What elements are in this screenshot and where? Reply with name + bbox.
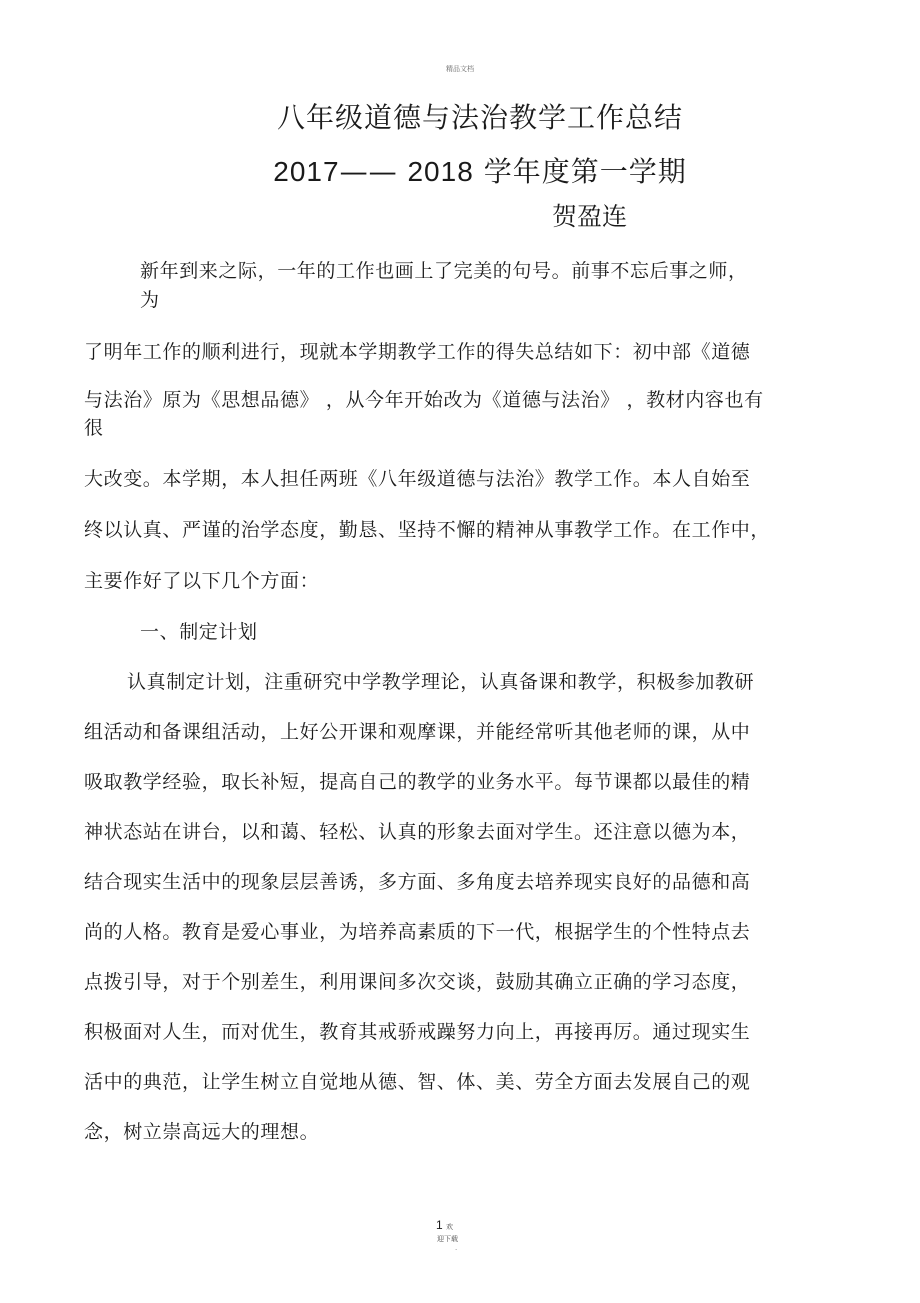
- text-line: 尚的人格。教育是爱心事业，为培养高素质的下一代，根据学生的个性特点去: [84, 921, 751, 943]
- footer-text: 欢: [446, 1223, 453, 1231]
- header-watermark: 精品文档: [446, 65, 474, 73]
- page-number: 1: [436, 1218, 443, 1232]
- footer-dot: .: [455, 1244, 458, 1252]
- text-line: 组活动和备课组活动，上好公开课和观摩课，并能经常听其他老师的课，从中: [84, 721, 751, 743]
- document-title: 八年级道德与法治教学工作总结: [276, 101, 683, 134]
- text-line: 认真制定计划，注重研究中学教学理论，认真备课和教学，积极参加教研: [127, 671, 755, 693]
- text-line: 结合现实生活中的现象层层善诱，多方面、多角度去培养现实良好的品德和高: [84, 871, 751, 893]
- text-line: 大改变。本学期，本人担任两班《八年级道德与法治》教学工作。本人自始至: [84, 468, 751, 490]
- text-line: 与法治》原为《思想品德》 ，从今年开始改为《道德与法治》 ，教材内容也有: [84, 389, 764, 411]
- text-line: 为: [140, 289, 160, 311]
- year-start: 2017: [273, 156, 340, 187]
- text-line: 新年到来之际，一年的工作也画上了完美的句号。前事不忘后事之师，: [140, 260, 748, 282]
- text-line: 了明年工作的顺利进行，现就本学期教学工作的得失总结如下：初中部《道德: [84, 341, 751, 363]
- document-subtitle: [0, 150, 920, 190]
- author-name: 贺盈连: [552, 202, 628, 231]
- text-line: 积极面对人生，而对优生，教育其戒骄戒躁努力向上，再接再厉。通过现实生: [84, 1021, 751, 1043]
- year-dash: ——: [339, 155, 398, 188]
- footer-text: 迎下载: [437, 1235, 458, 1243]
- text-line: 吸取教学经验，取长补短，提高自己的教学的业务水平。每节课都以最佳的精: [84, 771, 751, 793]
- text-line: 神状态站在讲台，以和蔼、轻松、认真的形象去面对学生。还注意以德为本，: [84, 821, 751, 843]
- year-end: 2018: [407, 156, 474, 187]
- text-line: 念，树立崇高远大的理想。: [84, 1121, 320, 1143]
- text-line: 很: [84, 417, 104, 439]
- text-line: 终以认真、严谨的治学态度，勤恳、坚持不懈的精神从事教学工作。在工作中，: [84, 519, 771, 541]
- text-line: 主要作好了以下几个方面：: [84, 570, 320, 592]
- term-label: 学年度第一学期: [483, 155, 687, 188]
- text-line: 点拨引导，对于个别差生，利用课间多次交谈，鼓励其确立正确的学习态度，: [84, 971, 751, 993]
- text-line: 活中的典范，让学生树立自觉地从德、智、体、美、劳全方面去发展自己的观: [84, 1071, 751, 1093]
- section-heading: 一、制定计划: [140, 621, 258, 643]
